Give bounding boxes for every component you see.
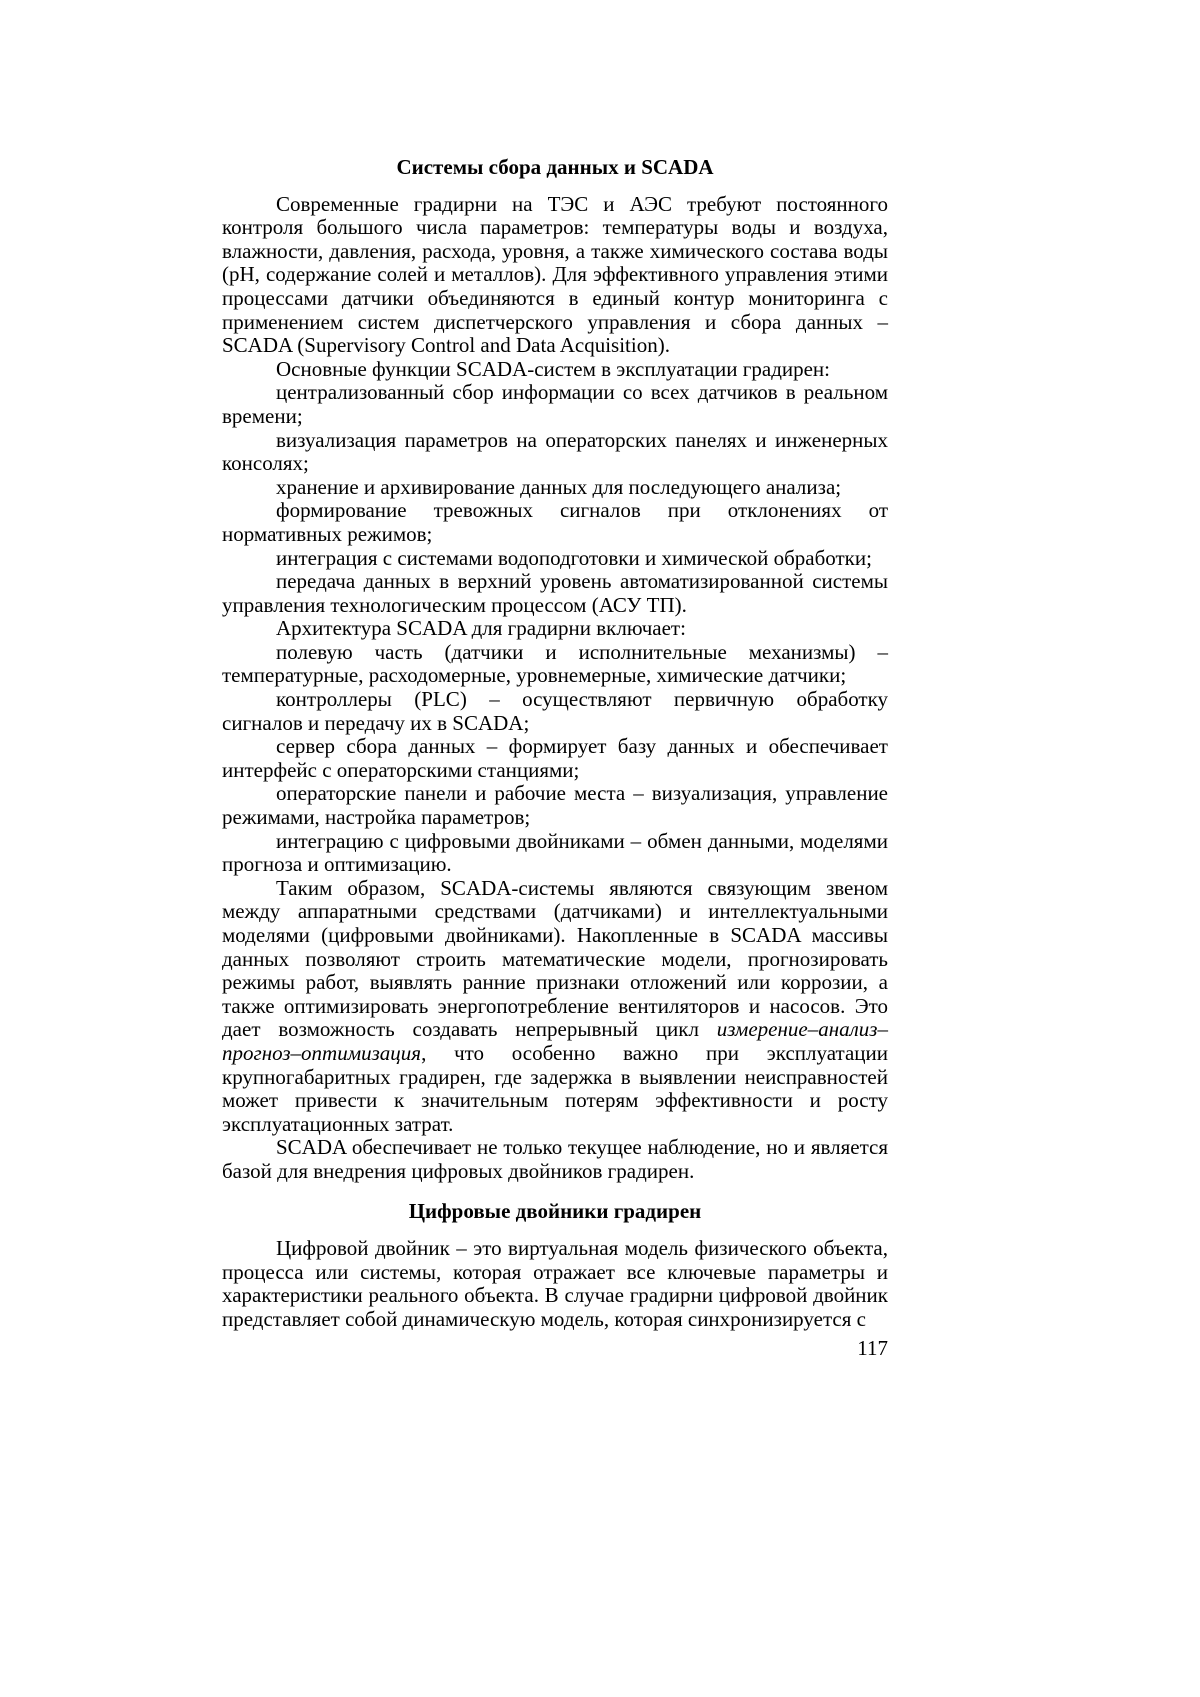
paragraph-architecture-item: контроллеры (PLC) – осуществляют первичную обработку сигналов и передачу их в SCADA; bbox=[222, 687, 888, 735]
paragraph-intro: Современные градирни на ТЭС и АЭС требуют постоянного контроля большого числа параметров: температуры воды и воздуха, влажности, давления, расхода, уровня, а также химического состава воды (pH, содержание солей и металлов). Для эффективного управления этими процессами датчики объединяются в единый контур мониторинга с применением систем диспетчерского управления и сбора данных – SCADA (Supervisory Control and Data Acquisition). bbox=[222, 191, 888, 358]
heading-digital-twins-section: Цифровые двойники градирен bbox=[408, 1198, 702, 1223]
paragraph-architecture-item: сервер сбора данных – формирует базу данных и обеспечивает интерфейс с операторскими станциями; bbox=[222, 734, 888, 782]
paragraph-scada-summary bbox=[222, 877, 888, 1137]
paragraph-function-item: централизованный сбор информации со всех датчиков в реальном времени; bbox=[222, 380, 888, 428]
paragraph-function-item: хранение и архивирование данных для последующего анализа; bbox=[276, 474, 842, 499]
text-segment: , что особенно важно при эксплуатации крупногабаритных градирен, где задержка в выявлении неисправностей может привести к значительным потерям эффективности и росту эксплуатационных затрат. bbox=[222, 1040, 888, 1136]
heading-scada-section: Системы сбора данных и SCADA bbox=[396, 155, 714, 179]
paragraph-function-item: передача данных в верхний уровень автоматизированной системы управления технологическим процессом (АСУ ТП). bbox=[222, 569, 888, 617]
paragraph-architecture-item: интеграцию с цифровыми двойниками – обмен данными, моделями прогноза и оптимизацию. bbox=[222, 828, 888, 877]
paragraph-function-item: визуализация параметров на операторских панелях и инженерных консолях; bbox=[222, 427, 888, 476]
paragraph-architecture-lead: Архитектура SCADA для градирни включает: bbox=[276, 616, 686, 641]
text-column bbox=[222, 156, 888, 1332]
text-segment: Таким образом, SCADA-системы являются связующим звеном между аппаратными средствами (датчиками) и интеллектуальными моделями (цифровыми двойниками). Накопленные в SCADA массивы данных позволяют строить математические модели, прогнозировать режимы работ, выявлять ранние признаки отложений или коррозии, а также оптимизировать энергопотребление вентиляторов и насосов. Это дает возможность создавать непрерывный цикл bbox=[222, 875, 888, 1042]
italic-cycle-phrase: измерение–анализ–прогноз–оптимизация bbox=[222, 1017, 888, 1065]
paragraph-function-item: формирование тревожных сигналов при отклонениях от нормативных режимов; bbox=[222, 498, 888, 546]
page-number: 117 bbox=[857, 1336, 888, 1360]
paragraph-architecture-item: полевую часть (датчики и исполнительные механизмы) – температурные, расходомерные, уровнемерные, химические датчики; bbox=[222, 639, 888, 688]
paragraph-functions-lead: Основные функции SCADA-систем в эксплуатации градирен: bbox=[276, 356, 831, 381]
paragraph-architecture-item: операторские панели и рабочие места – визуализация, управление режимами, настройка параметров; bbox=[222, 781, 888, 830]
paragraph-digital-twin: Цифровой двойник – это виртуальная модель физического объекта, процесса или системы, которая отражает все ключевые параметры и характеристики реального объекта. В случае градирни цифровой двойник представляет собой динамическую модель, которая синхронизируется с bbox=[222, 1236, 888, 1331]
paragraph-scada-closing: SCADA обеспечивает не только текущее наблюдение, но и является базой для внедрения цифровых двойников градирен. bbox=[222, 1135, 888, 1183]
paragraph-function-item: интеграция с системами водоподготовки и химической обработки; bbox=[276, 545, 872, 570]
